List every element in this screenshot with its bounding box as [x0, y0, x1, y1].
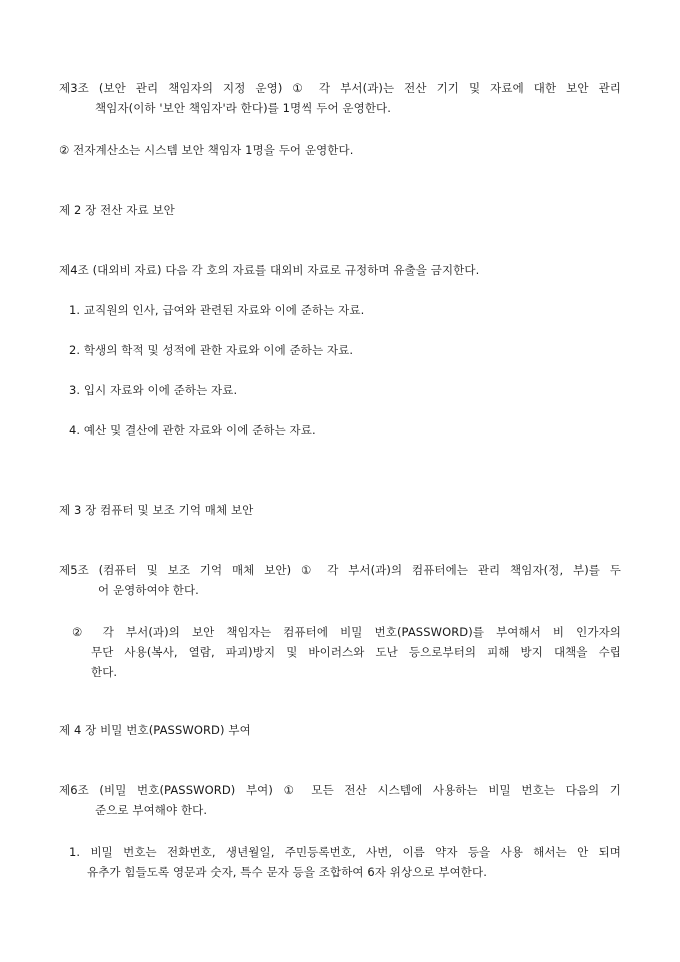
article6-item-1: 1. 비밀 번호는 전화번호, 생년월일, 주민등록번호, 사번, 이름 약자 등을 사용 해서는 안 되며 — [69, 845, 621, 859]
chapter2-title: 제 2 장 전산 자료 보안 — [59, 203, 175, 217]
article4-item: 2. 학생의 학적 및 성적에 관한 자료와 이에 준하는 자료. — [69, 343, 354, 357]
chapter4-title: 제 4 장 비밀 번호(PASSWORD) 부여 — [59, 723, 251, 737]
article5-item-2: ② 각 부서(과)의 보안 책임자는 컴퓨터에 비밀 번호(PASSWORD)를 부여해서 비 인가자의 — [72, 625, 621, 639]
article5-heading: 제5조 (컴퓨터 및 보조 기억 매체 보안) ① 각 부서(과)의 컴퓨터에는 관리 책임자(정, 부)를 두 — [59, 563, 621, 577]
article4-item: 3. 입시 자료와 이에 준하는 자료. — [69, 383, 238, 397]
article4-heading: 제4조 (대외비 자료) 다음 각 호의 자료를 대외비 자료로 규정하며 유출을 금지한다. — [59, 263, 480, 277]
article6-item-1-cont: 유추가 힘들도록 영문과 숫자, 특수 문자 등을 조합하여 6자 위상으로 부여한다. — [87, 865, 487, 879]
article4-item: 4. 예산 및 결산에 관한 자료와 이에 준하는 자료. — [69, 423, 316, 437]
article6-heading: 제6조 (비밀 번호(PASSWORD) 부여) ① 모든 전산 시스템에 사용하는 비밀 번호는 다음의 기 — [59, 783, 621, 797]
article3-continuation: 책임자(이하 '보안 책임자'라 한다)를 1명씩 두어 운영한다. — [95, 101, 391, 115]
article4-item: 1. 교직원의 인사, 급여와 관련된 자료와 이에 준하는 자료. — [69, 303, 365, 317]
article5-item-2-cont: 무단 사용(복사, 열람, 파괴)방지 및 바이러스와 도난 등으로부터의 피해 방지 대책을 수립 — [91, 645, 621, 659]
article3-heading: 제3조 (보안 관리 책임자의 지정 운영) ① 각 부서(과)는 전산 기기 및 자료에 대한 보안 관리 — [59, 81, 621, 95]
article6-continuation: 준으로 부여해야 한다. — [95, 803, 208, 817]
article5-continuation: 어 운영하여야 한다. — [98, 583, 199, 597]
article3-item-2: ② 전자계산소는 시스템 보안 책임자 1명을 두어 운영한다. — [59, 143, 354, 157]
article5-item-2-cont: 한다. — [91, 665, 118, 679]
chapter3-title: 제 3 장 컴퓨터 및 보조 기억 매체 보안 — [59, 503, 254, 517]
